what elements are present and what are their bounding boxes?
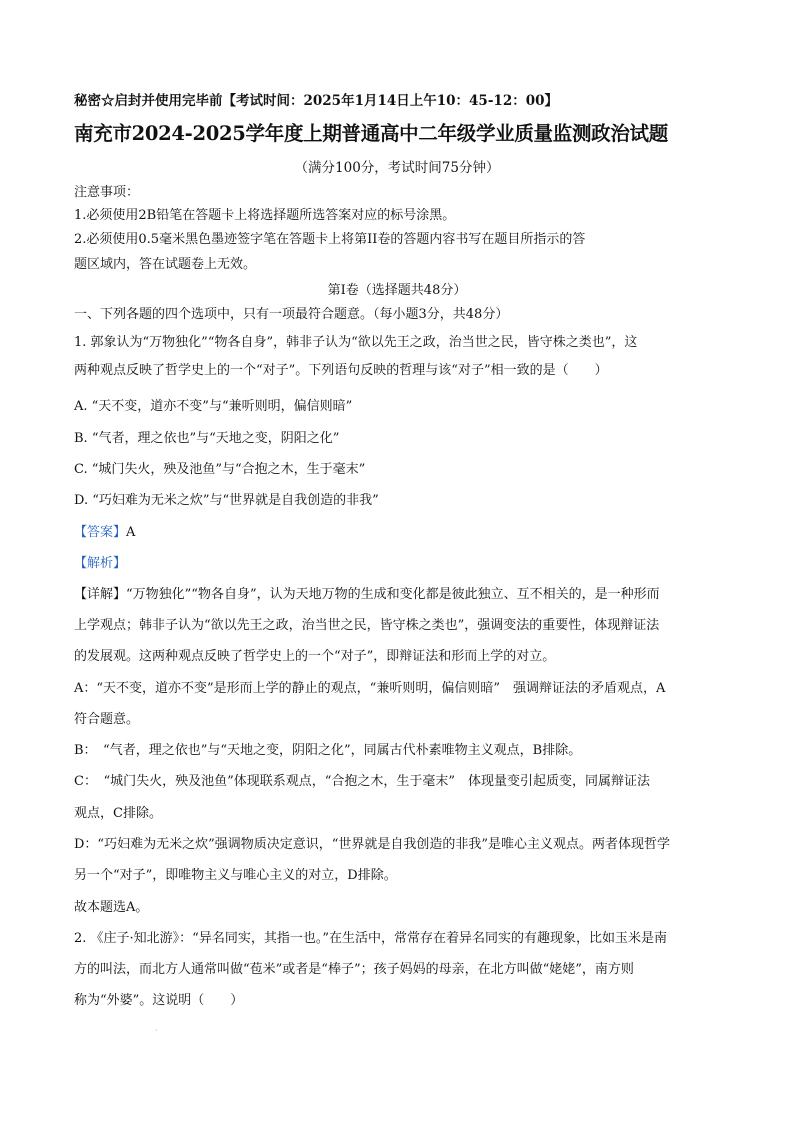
- analysis-tag: 【解析】: [74, 556, 127, 571]
- exam-subtitle: （满分100分，考试时间75分钟）: [294, 160, 500, 176]
- q1-option-b: B. “气者，理之依也”与“天地之变，阴阳之化”: [74, 431, 340, 446]
- q1-option-c: C. “城门失火，殃及池鱼”与“合抱之木，生于毫末”: [74, 462, 366, 477]
- q1-detail-line-3: 的发展观。这两种观点反映了哲学史上的一个“对子”，即辩证法和形而上学的对立。: [74, 649, 556, 664]
- section-title: 第I卷（选择题共48分）: [327, 283, 467, 298]
- q1-analysis-b: B： “气者，理之依也”与“天地之变，阴阳之化”，同属古代朴素唯物主义观点，B排除。: [74, 743, 582, 758]
- q1-analysis-c-line-2: 观点，C排除。: [74, 806, 162, 821]
- q1-detail-line-1: [74, 586, 724, 604]
- answer-tag: 【答案】: [74, 525, 127, 540]
- exam-title: 南充市2024-2025学年度上期普通高中二年级学业质量监测政治试题: [74, 122, 668, 145]
- q1-analysis-a-line-2: 符合题意。: [74, 712, 140, 727]
- notes-item-1: 1.必须使用2B铅笔在答题卡上将选择题所选答案对应的标号涂黑。: [74, 208, 456, 223]
- detail-text-1: “万物独化”“物各自身”，认为天地万物的生成和变化都是彼此独立、互不相关的，是一种形而: [126, 587, 660, 602]
- q2-stem-line-3: 称为“外婆”。这说明（ ）: [74, 993, 244, 1008]
- q1-conclusion: 故本题选A。: [74, 900, 149, 915]
- q2-stem-line-2: 方的叫法，而北方人通常叫做“苞米”或者是“棒子”；孩子妈妈的母亲，在北方叫做“姥姥”，南方则: [74, 962, 634, 977]
- notes-heading: 注意事项：: [74, 185, 140, 200]
- q1-option-a: A. “天不变，道亦不变”与“兼听则明，偏信则暗”: [74, 399, 353, 414]
- q1-analysis-d-line-2: 另一个“对子”，即唯物主义与唯心主义的对立，D排除。: [74, 868, 397, 883]
- q1-option-d: D. “巧妇难为无米之炊”与“世界就是自我创造的非我”: [74, 493, 379, 508]
- detail-tag: 【详解】: [74, 587, 127, 602]
- section-instruction: 一、下列各题的四个选项中，只有一项最符合题意。（每小题3分，共48分）: [74, 307, 509, 322]
- q2-stem-line-1: 2. 《庄子·知北游》：“异名同实，其指一也。”在生活中，常常存在着异名同实的有趣现象，比如玉米是南: [74, 931, 667, 946]
- scan-speck: ·: [155, 1026, 158, 1035]
- q1-analysis-c-line-1: C： “城门失火，殃及池鱼”体现联系观点，“合抱之木，生于毫末” 体现量变引起质变，同属辩证法: [74, 774, 651, 789]
- q1-stem-line-2: 两种观点反映了哲学史上的一个“对子”。下列语句反映的哲理与该“对子”相一致的是（ ）: [74, 363, 608, 378]
- q1-analysis-a-line-1: A：“天不变，道亦不变”是形而上学的静止的观点，“兼听则明，偏信则暗” 强调辩证法的矛盾观点，A: [74, 681, 666, 696]
- notes-item-2-line-2: 题区域内，答在试题卷上无效。: [74, 257, 257, 272]
- q1-detail-line-2: 上学观点；韩非子认为“欲以先王之政，治当世之民，皆守株之类也”，强调变法的重要性，体现辩证法: [74, 618, 660, 633]
- q1-analysis-d-line-1: D：“巧妇难为无米之炊”强调物质决定意识，“世界就是自我创造的非我”是唯心主义观点。两者体现哲学: [74, 837, 671, 852]
- q1-stem-line-1: 1. 郭象认为“万物独化”“物各自身”，韩非子认为“欲以先王之政，治当世之民，皆守株之类也”，这: [74, 335, 638, 350]
- notes-item-2-line-1: 2.必须使用0.5毫米黑色墨迹签字笔在答题卡上将第II卷的答题内容书写在题目所指示的答: [74, 232, 586, 247]
- answer-value: A: [126, 525, 136, 540]
- q1-answer: [74, 524, 724, 542]
- secret-header: 秘密☆启封并使用完毕前【考试时间：2025年1月14日上午10：45-12：00】: [74, 93, 559, 109]
